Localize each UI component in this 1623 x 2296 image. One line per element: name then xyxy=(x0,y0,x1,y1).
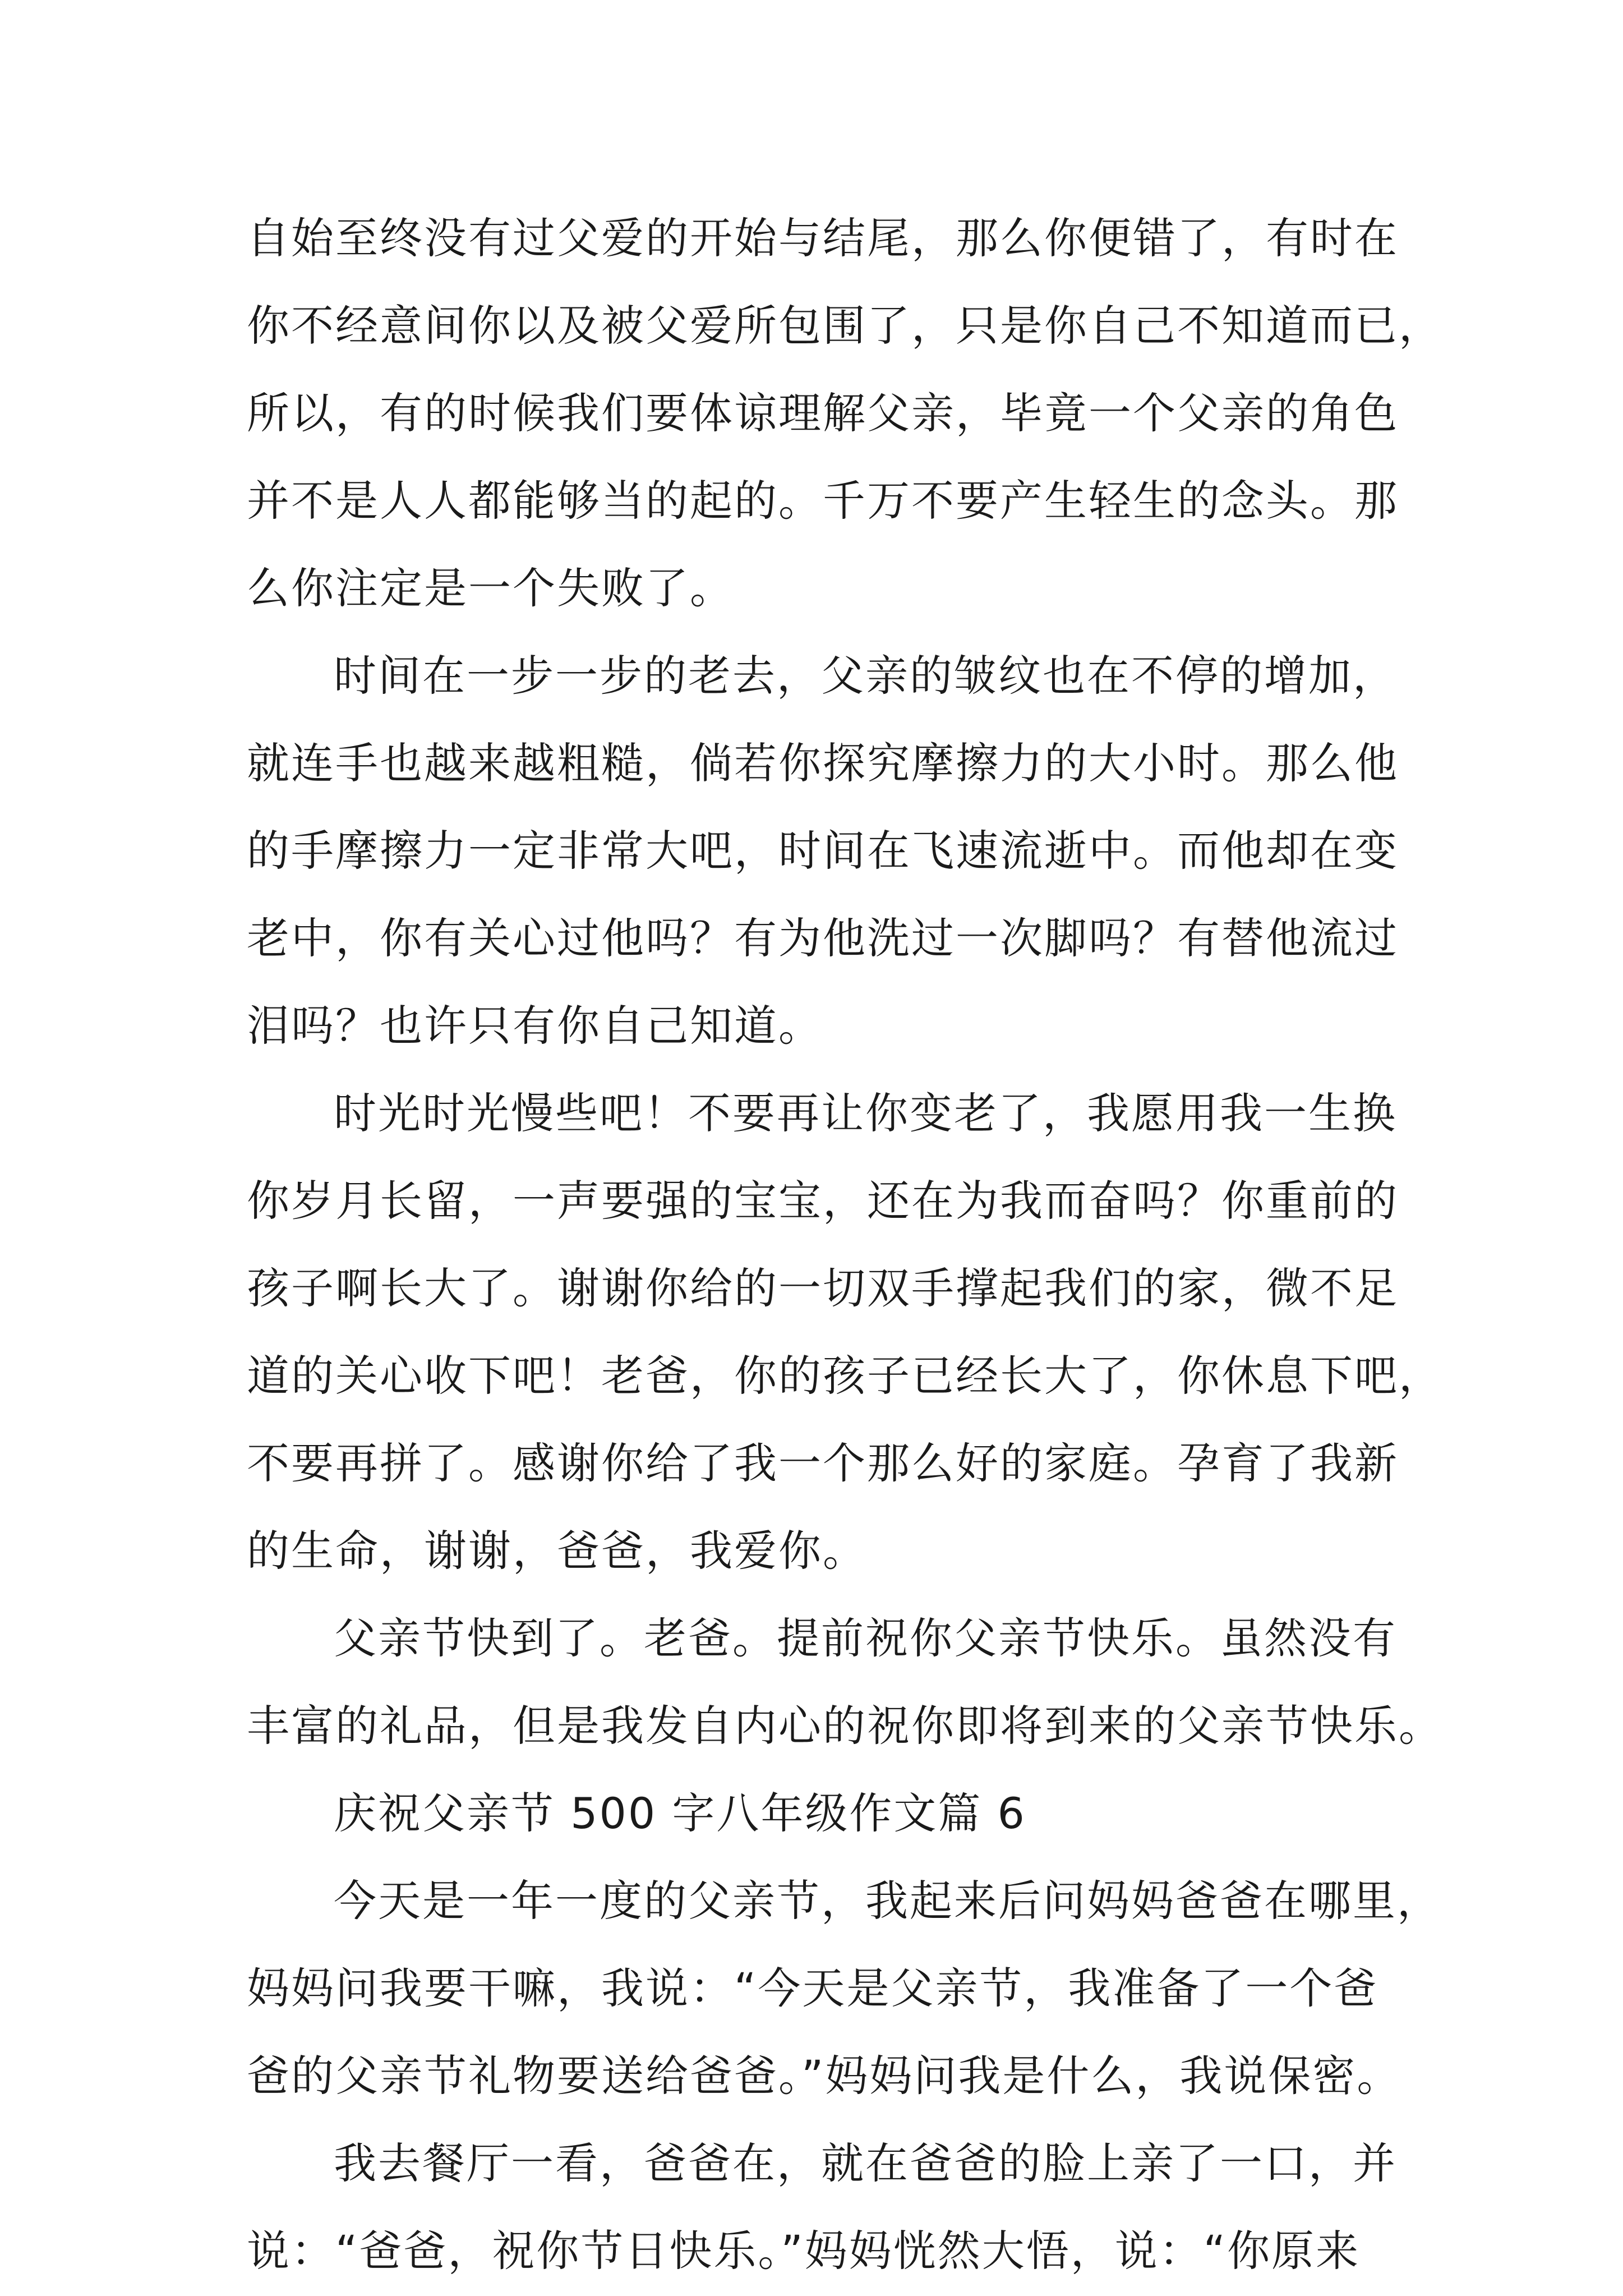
text-line: 丰富的礼品，但是我发自内心的祝你即将到来的父亲节快乐。 xyxy=(247,1701,1443,1751)
text-line: 妈妈问我要干嘛，我说：“今天是父亲节，我准备了一个爸 xyxy=(247,1963,1378,2013)
section-heading: 庆祝父亲节 500 字八年级作文篇 6 xyxy=(334,1788,1026,1838)
text-line: 爸的父亲节礼物要送给爸爸。”妈妈问我是什么，我说保密。 xyxy=(247,2051,1401,2101)
text-line: 说：“爸爸，祝你节日快乐。”妈妈恍然大悟，说：“你原来 xyxy=(247,2226,1361,2276)
text-line: 么你注定是一个失败了。 xyxy=(247,563,734,613)
paragraph-first-line: 我去餐厅一看，爸爸在，就在爸爸的脸上亲了一口，并 xyxy=(334,2138,1397,2188)
text-line: 你不经意间你以及被父爱所包围了，只是你自己不知道而已， xyxy=(247,301,1443,351)
text-line: 所以，有的时候我们要体谅理解父亲，毕竟一个父亲的角色 xyxy=(247,388,1399,438)
paragraph-first-line: 父亲节快到了。老爸。提前祝你父亲节快乐。虽然没有 xyxy=(334,1613,1397,1663)
text-line: 泪吗？也许只有你自己知道。 xyxy=(247,1001,823,1051)
paragraph-first-line: 时光时光慢些吧！不要再让你变老了，我愿用我一生换 xyxy=(334,1088,1397,1138)
text-line: 老中，你有关心过他吗？有为他洗过一次脚吗？有替他流过 xyxy=(247,913,1399,963)
text-line: 就连手也越来越粗糙，倘若你探究摩擦力的大小时。那么他 xyxy=(247,738,1399,788)
text-line: 自始至终没有过父爱的开始与结尾，那么你便错了，有时在 xyxy=(247,213,1399,263)
text-line: 你岁月长留，一声要强的宝宝，还在为我而奋吗？你重前的 xyxy=(247,1176,1399,1226)
paragraph-first-line: 时间在一步一步的老去，父亲的皱纹也在不停的增加， xyxy=(334,651,1397,701)
text-line: 并不是人人都能够当的起的。千万不要产生轻生的念头。那 xyxy=(247,476,1399,526)
paragraph-first-line: 今天是一年一度的父亲节，我起来后问妈妈爸爸在哪里， xyxy=(334,1876,1441,1926)
text-line: 的生命，谢谢，爸爸，我爱你。 xyxy=(247,1526,867,1576)
text-line: 不要再拼了。感谢你给了我一个那么好的家庭。孕育了我新 xyxy=(247,1438,1399,1488)
text-line: 道的关心收下吧！老爸，你的孩子已经长大了，你休息下吧， xyxy=(247,1351,1443,1401)
text-line: 的手摩擦力一定非常大吧，时间在飞速流逝中。而他却在变 xyxy=(247,826,1399,876)
text-line: 孩子啊长大了。谢谢你给的一切双手撑起我们的家，微不足 xyxy=(247,1263,1399,1313)
